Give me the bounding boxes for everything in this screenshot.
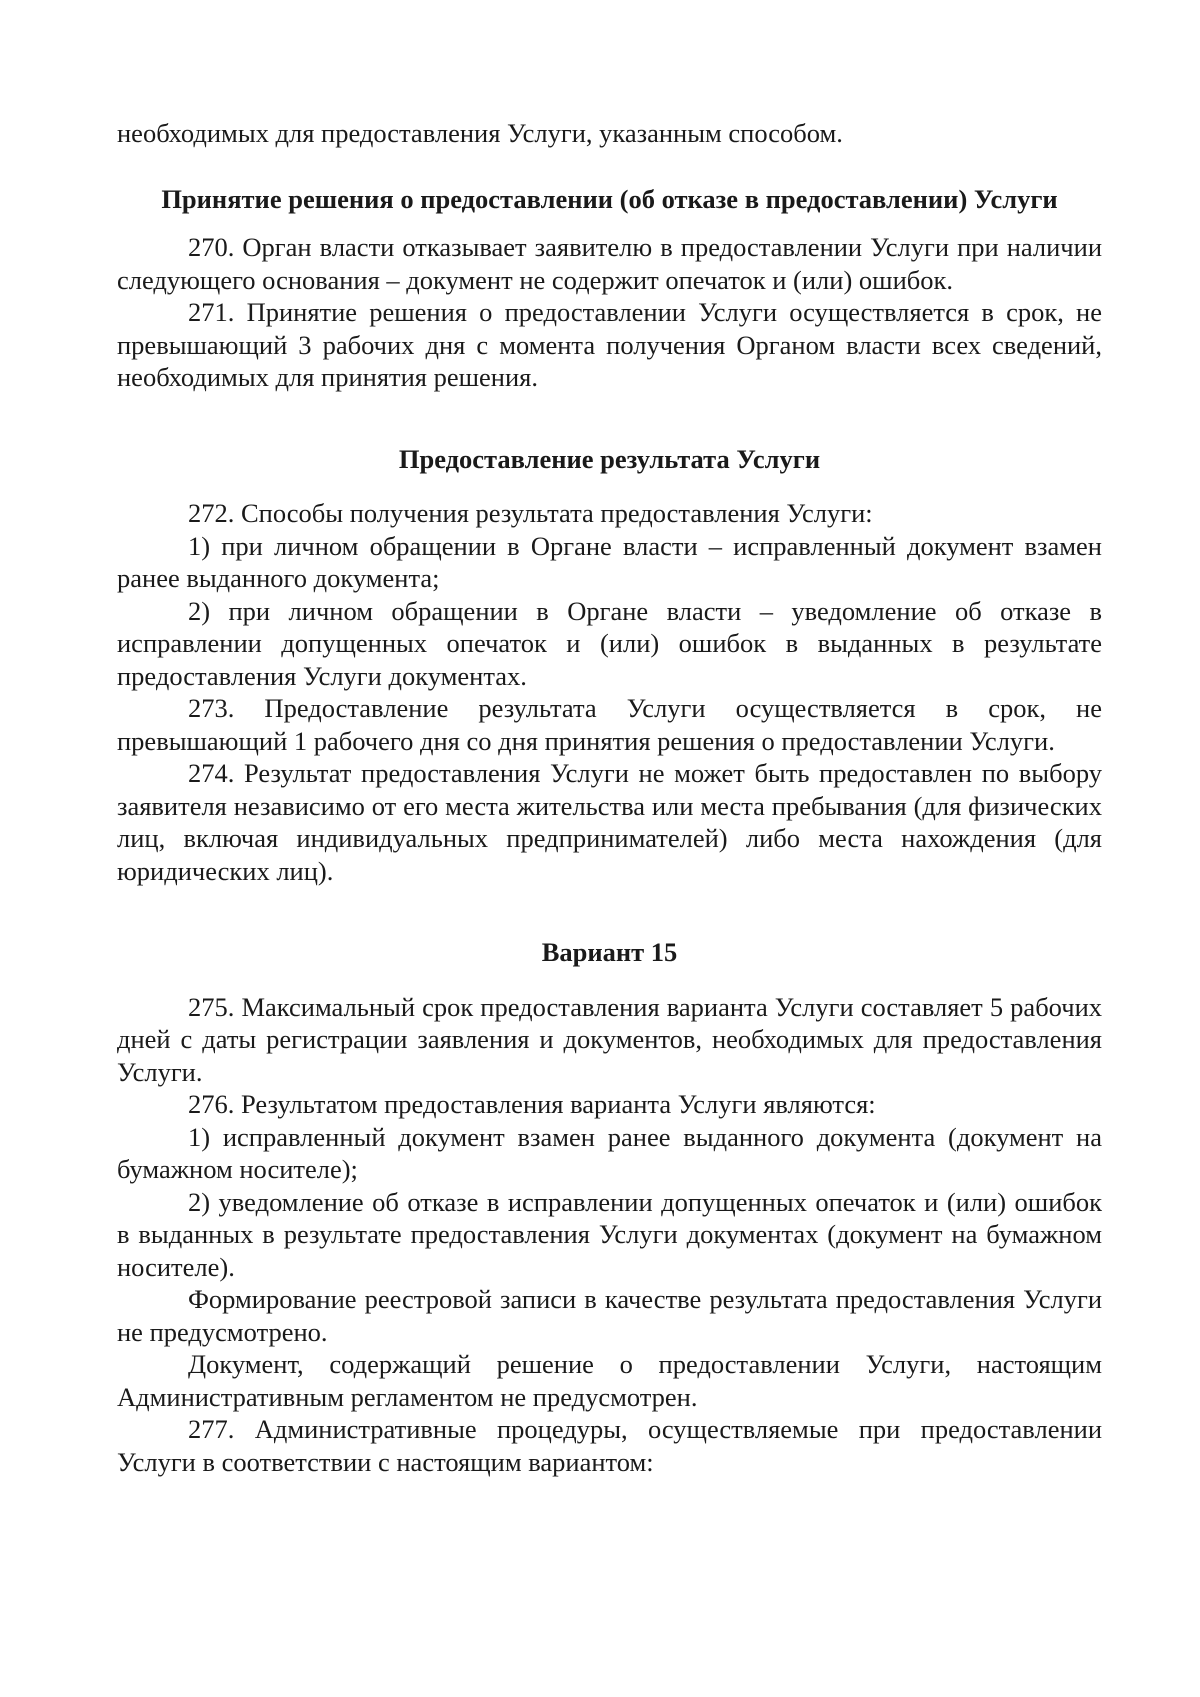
paragraph-274: 274. Результат предоставления Услуги не может быть предоставлен по выбору заявителя независимо от его места жительства или места пребывания (для физических лиц, включая индивидуальных предпринимателей) либо места нахождения (для юридических лиц). [117, 758, 1102, 886]
lead-paragraph: необходимых для предоставления Услуги, указанным способом. [117, 118, 843, 148]
paragraph-271: 271. Принятие решения о предоставлении Услуги осуществляется в срок, не превышающий 3 рабочих дня с момента получения Органом власти всех сведений, необходимых для принятия решения. [117, 297, 1102, 392]
paragraph-270: 270. Орган власти отказывает заявителю в предоставлении Услуги при наличии следующего основания – документ не содержит опечаток и (или) ошибок. [117, 232, 1102, 295]
section-heading-variant-15: Вариант 15 [541, 937, 678, 967]
paragraph-272-item-1: 1) при личном обращении в Органе власти – исправленный документ взамен ранее выданного документа; [117, 530, 1102, 593]
paragraph-273: 273. Предоставление результата Услуги осуществляется в срок, не превышающий 1 рабочего дня со дня принятия решения о предоставлении Услуги. [117, 693, 1102, 756]
paragraph-276-item-2: 2) уведомление об отказе в исправлении допущенных опечаток и (или) ошибок в выданных в результате предоставления Услуги документах (документ на бумажном носителе). [117, 1186, 1102, 1282]
paragraph-272-item-2: 2) при личном обращении в Органе власти – уведомление об отказе в исправлении допущенных опечаток и (или) ошибок в выданных в результате предоставления Услуги документах. [117, 595, 1102, 691]
document-body [117, 117, 1102, 1478]
paragraph-276-item-1: 1) исправленный документ взамен ранее выданного документа (документ на бумажном носителе); [117, 1121, 1102, 1184]
paragraph-275: 275. Максимальный срок предоставления варианта Услуги составляет 5 рабочих дней с даты регистрации заявления и документов, необходимых для предоставления Услуги. [117, 991, 1102, 1087]
paragraph-registry-note: Формирование реестровой записи в качестве результата предоставления Услуги не предусмотрено. [117, 1284, 1102, 1347]
paragraph-decision-document-note: Документ, содержащий решение о предоставлении Услуги, настоящим Административным регламентом не предусмотрен. [117, 1349, 1102, 1412]
paragraph-272: 272. Способы получения результата предоставления Услуги: [188, 498, 873, 528]
paragraph-276: 276. Результатом предоставления варианта Услуги являются: [188, 1089, 876, 1119]
section-heading-result: Предоставление результата Услуги [398, 443, 821, 474]
paragraph-277: 277. Административные процедуры, осуществляемые при предоставлении Услуги в соответствии с настоящим вариантом: [117, 1414, 1102, 1477]
section-heading-decision: Принятие решения о предоставлении (об отказе в предоставлении) Услуги [161, 183, 1058, 214]
